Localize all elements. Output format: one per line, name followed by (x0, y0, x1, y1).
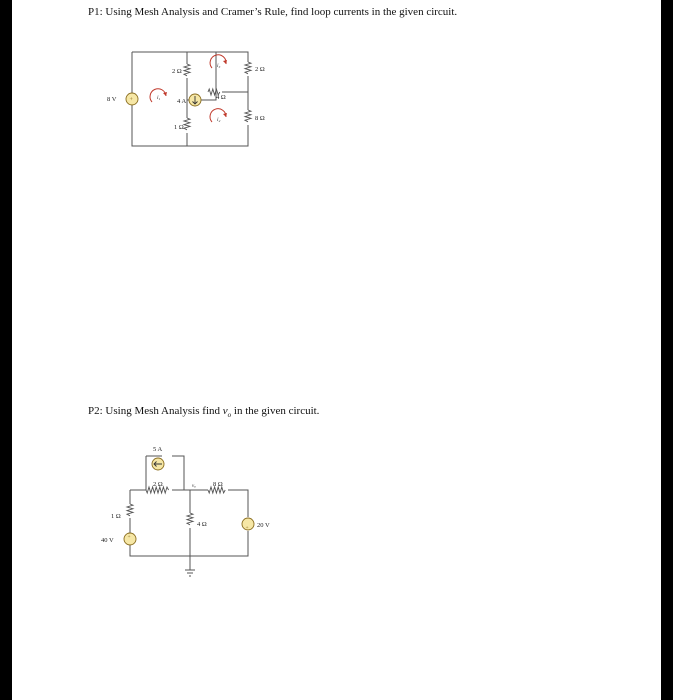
p2-label-8ohm: 8 Ω (213, 481, 223, 488)
p1-label-8ohm: 8 Ω (255, 115, 265, 122)
svg-text:+: + (245, 525, 249, 531)
p2-label-1ohm: 1 Ω (111, 513, 121, 520)
document-page (12, 0, 661, 700)
problem-2-circuit (12, 0, 661, 700)
p2-40v-source (124, 533, 136, 545)
p1-label-i2: i₂ (217, 117, 221, 123)
p1-label-i3: i₃ (217, 63, 221, 69)
problem-2-title-prefix: P2: Using Mesh Analysis find (88, 405, 223, 417)
p1-label-4a: 4 A (177, 98, 187, 105)
p2-5a-source (152, 458, 164, 470)
p2-top-right-wire (228, 490, 248, 517)
p2-1ohm-resistor (127, 504, 133, 516)
p2-5a-loop-wire (146, 456, 184, 490)
p2-4ohm-resistor (187, 513, 193, 525)
p2-label-2ohm: 2 Ω (153, 481, 163, 488)
svg-text:+: + (127, 534, 131, 540)
problem-2-title-var: v (222, 405, 228, 417)
p1-label-8v: 8 V (107, 96, 117, 103)
p2-label-4ohm: 4 Ω (197, 521, 207, 528)
p1-label-i1: i₁ (157, 95, 161, 101)
p2-label-20v: 20 V (257, 522, 270, 529)
p2-ground (185, 570, 195, 576)
p2-label-40v: 40 V (101, 537, 114, 544)
p1-label-4ohm: 4 Ω (216, 94, 226, 101)
p2-label-vo: vₒ (192, 484, 196, 489)
p1-label-2ohm-right: 2 Ω (255, 66, 265, 73)
problem-1-title: P1: Using Mesh Analysis and Cramer’s Rule, find loop currents in the given circuit. (88, 6, 458, 18)
p1-label-2ohm-left: 2 Ω (172, 68, 182, 75)
p2-bottom-wire (127, 531, 248, 556)
p1-label-1ohm: 1 Ω (174, 124, 184, 131)
p2-20v-source (242, 518, 254, 531)
problem-2-title-sub: o (227, 411, 232, 420)
p2-label-5a: 5 A (153, 446, 163, 453)
problem-2-title-suffix: in the given circuit. (231, 405, 320, 417)
svg-text:+: + (129, 97, 133, 103)
